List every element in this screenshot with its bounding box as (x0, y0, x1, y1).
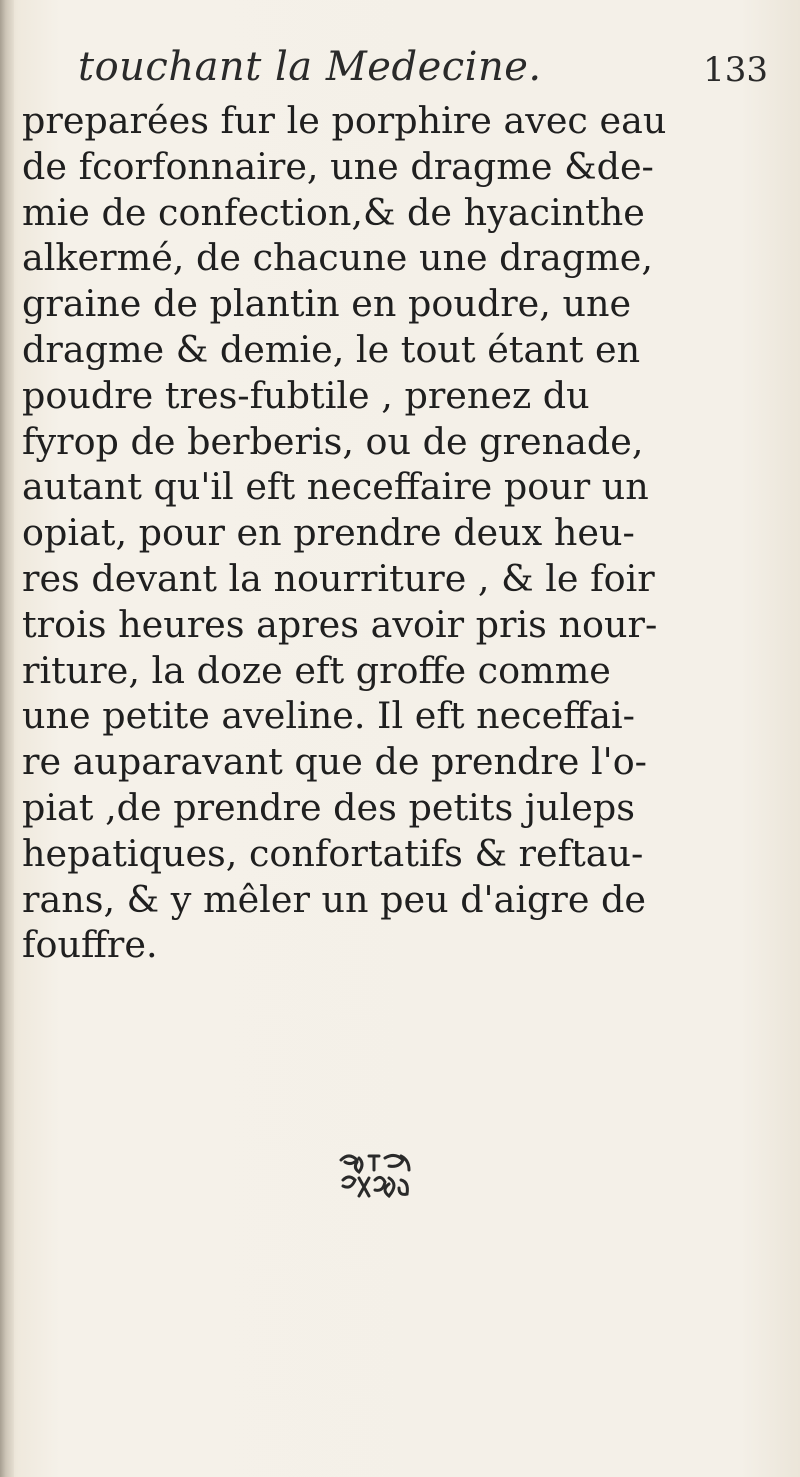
text-line: alkermé, de chacune une dragme, (22, 236, 653, 280)
text-line: de fcorfonnaire, une dragme &de- (22, 144, 654, 188)
text-line: trois heures apres avoir pris nour- (22, 602, 658, 646)
text-line: autant qu'il eft neceffaire pour un (22, 465, 649, 509)
running-head (78, 38, 768, 98)
running-title: touchant la Medecine. (78, 44, 542, 90)
text-line: fouffre. (22, 923, 158, 967)
text-line: hepatiques, confortatifs & reftau- (22, 831, 644, 875)
text-line: res devant la nourriture , & le foir (22, 556, 655, 600)
text-line: graine de plantin en poudre, une (22, 282, 632, 326)
text-line: mie de confection,& de hyacinthe (22, 190, 645, 234)
page-number: 133 (703, 50, 768, 90)
text-line: une petite aveline. Il eft neceffai- (22, 694, 635, 738)
text-line: re auparavant que de prendre l'o- (22, 740, 648, 784)
text-line: piat ,de prendre des petits juleps (22, 785, 635, 829)
text-line: preparées fur le porphire avec eau (22, 99, 667, 142)
text-line: riture, la doze eft groffe comme (22, 648, 611, 692)
text-line: fyrop de berberis, ou de grenade, (22, 419, 644, 463)
page-gutter-shadow (0, 0, 14, 1477)
body-text (22, 98, 782, 968)
text-line: rans, & y mêler un peu d'aigre de (22, 877, 647, 921)
text-line: dragme & demie, le tout étant en (22, 327, 641, 371)
text-line: opiat, pour en prendre deux heu- (22, 511, 635, 555)
printers-ornament-icon (335, 1150, 417, 1206)
text-line: poudre tres-fubtile , prenez du (22, 373, 590, 417)
